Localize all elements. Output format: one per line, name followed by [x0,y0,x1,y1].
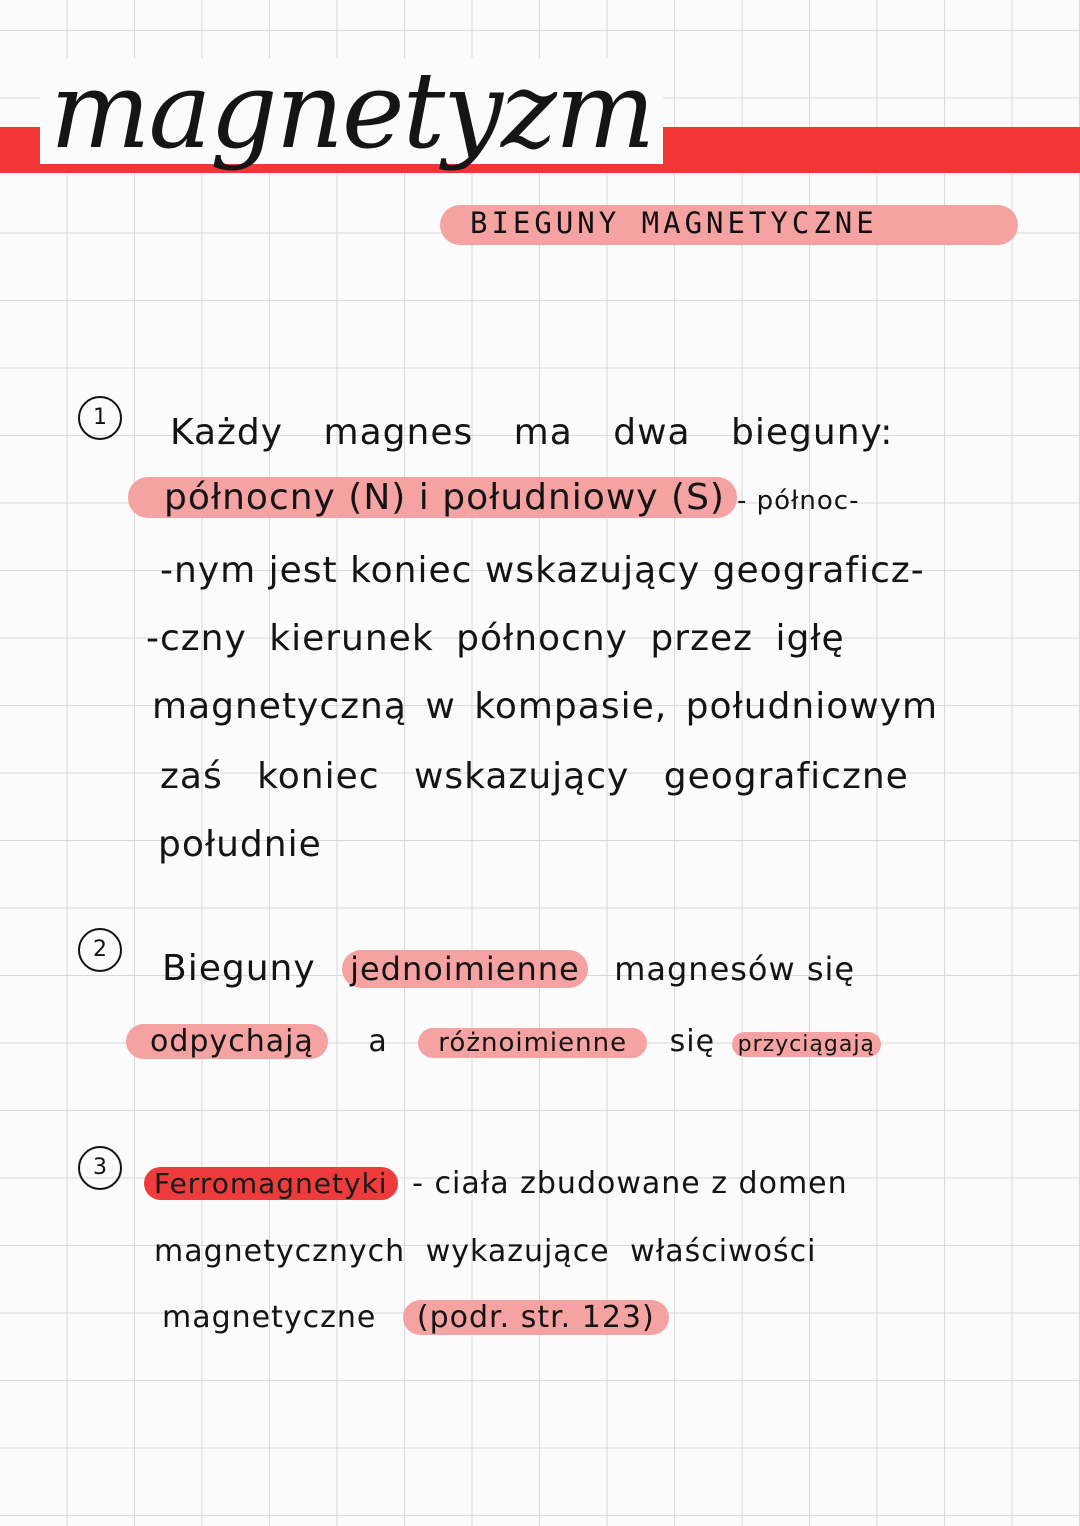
section-2-highlight-jednoimienne: jednoimienne [342,950,588,988]
section-1-line-5: magnetyczną w kompasie, południowym [152,686,939,727]
section-2-word-bieguny: Bieguny [162,948,316,989]
section-2-word-a: a [368,1024,388,1059]
section-number-1: 1 [78,396,122,440]
section-3-line-2: magnetycznych wykazujące właściwości [154,1234,817,1269]
section-3-line-3 [162,1300,669,1335]
section-3-highlight-reference: (podr. str. 123) [403,1300,669,1335]
section-number-2: 2 [78,928,122,972]
section-number-3: 3 [78,1146,122,1190]
section-3-definition-start: - ciała zbudowane z domen [412,1166,848,1201]
page-title: magnetyzm [40,58,663,164]
section-1-line-1: Każdy magnes ma dwa bieguny: [170,412,894,453]
section-1-line-7: południe [158,824,322,865]
section-1-highlight-poles: północny (N) i południowy (S) [128,477,737,518]
subtitle: BIEGUNY MAGNETYCZNE [470,206,878,240]
section-2-highlight-przyciagaja: przyciągają [732,1032,881,1057]
section-3-word-magnetyczne: magnetyczne [162,1300,377,1335]
section-1-line-4: -czny kierunek północny przez igłę [146,618,845,659]
section-2-word-sie: się [669,1024,716,1059]
section-3-term-highlight: Ferromagnetyki [144,1167,398,1200]
section-2-highlight-roznoimienne: różnoimienne [418,1028,647,1058]
section-2-word-magnesow: magnesów się [614,950,856,988]
section-1-line-6: zaś koniec wskazujący geograficzne [160,756,909,797]
section-1-line-2-tail: - północ- [736,486,860,516]
section-3-line-1 [144,1166,848,1201]
section-2-highlight-odpychaja: odpychają [126,1024,328,1059]
section-1-line-3: -nym jest koniec wskazujący geograficz- [160,550,925,591]
section-2-line-1 [162,948,855,989]
section-1-line-2-wrap [128,477,859,518]
section-2-line-2 [126,1024,881,1059]
